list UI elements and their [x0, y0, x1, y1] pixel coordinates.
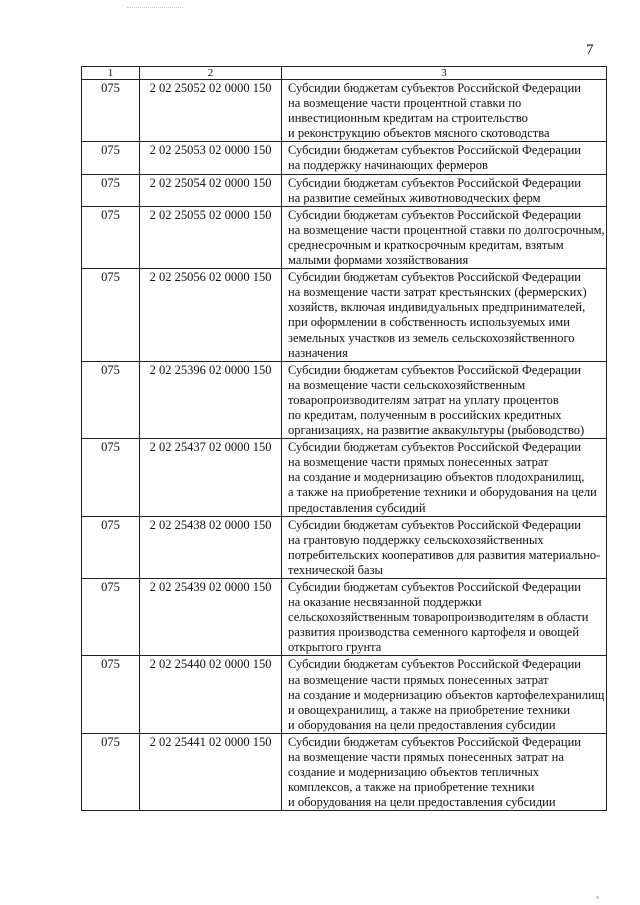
description-cell [282, 142, 607, 174]
description-line: потребительских кооперативов для развития материально- [288, 547, 601, 562]
budget-code-cell: 2 02 25053 02 0000 150 [140, 142, 282, 174]
description-line: сельскохозяйственным товаропроизводителям в области [288, 610, 589, 625]
table-body [82, 80, 607, 811]
description-line: хозяйств, включая индивидуальных предпринимателей, [288, 300, 586, 315]
description-line: земельных участков из земель сельскохозяйственного [288, 330, 575, 345]
description-line: а также на приобретение техники и оборудования на цели [288, 485, 597, 500]
description-line: Субсидии бюджетам субъектов Российской Федерации [288, 362, 581, 377]
admin-code-cell: 075 [82, 439, 140, 516]
table-row [82, 439, 607, 516]
description-line: Субсидии бюджетам субъектов Российской Федерации [288, 657, 581, 672]
description-cell [282, 579, 607, 656]
description-line: развития производства семенного картофеля и овощей [288, 625, 580, 640]
description-cell [282, 361, 607, 438]
description-line: открытого грунта [288, 640, 382, 655]
admin-code-cell: 075 [82, 516, 140, 578]
description-line: на возмещение части процентной ставки по [288, 96, 522, 111]
description-cell [282, 656, 607, 733]
table-row [82, 361, 607, 438]
description-cell [282, 439, 607, 516]
budget-code-cell: 2 02 25396 02 0000 150 [140, 361, 282, 438]
budget-code-cell: 2 02 25056 02 0000 150 [140, 269, 282, 362]
description-line: малыми формами хозяйствования [288, 253, 469, 268]
budget-code-cell: 2 02 25439 02 0000 150 [140, 579, 282, 656]
column-header-1: 1 [82, 67, 140, 80]
description-cell [282, 174, 607, 206]
budget-code-cell: 2 02 25438 02 0000 150 [140, 516, 282, 578]
description-line: назначения [288, 345, 348, 360]
table-row [82, 80, 607, 142]
description-line: Субсидии бюджетам субъектов Российской Федерации [288, 175, 581, 190]
description-line: Субсидии бюджетам субъектов Российской Федерации [288, 81, 581, 95]
description-cell [282, 516, 607, 578]
budget-code-cell: 2 02 25441 02 0000 150 [140, 733, 282, 810]
budget-code-cell: 2 02 25440 02 0000 150 [140, 656, 282, 733]
admin-code-cell: 075 [82, 579, 140, 656]
description-line: на возмещение части прямых понесенных затрат [288, 455, 549, 470]
column-header-2: 2 [140, 67, 282, 80]
admin-code-cell: 075 [82, 656, 140, 733]
description-line: на поддержку начинающих фермеров [288, 158, 488, 173]
admin-code-cell: 075 [82, 142, 140, 174]
description-line: создание и модернизацию объектов тепличных [288, 765, 539, 780]
description-line: и овощехранилищ, а также на приобретение техники [288, 702, 571, 717]
description-line: на грантовую поддержку сельскохозяйственных [288, 532, 544, 547]
budget-code-cell: 2 02 25055 02 0000 150 [140, 206, 282, 268]
admin-code-cell: 075 [82, 80, 140, 142]
description-line: Субсидии бюджетам субъектов Российской Федерации [288, 440, 581, 455]
table-row [82, 269, 607, 362]
description-line: среднесрочным и краткосрочным кредитам, взятым [288, 237, 564, 252]
scan-artifact-dot [596, 896, 599, 899]
description-line: Субсидии бюджетам субъектов Российской Федерации [288, 734, 581, 749]
table-row [82, 174, 607, 206]
description-line: товаропроизводителям затрат на уплату процентов [288, 392, 559, 407]
description-line: комплексов, а также на приобретение техники [288, 780, 535, 795]
table-header-row [82, 67, 607, 80]
description-line: и оборудования на цели предоставления субсидии [288, 795, 556, 810]
budget-classification-table [81, 66, 607, 811]
column-header-3: 3 [282, 67, 607, 80]
table-row [82, 656, 607, 733]
table-row [82, 516, 607, 578]
description-line: по кредитам, полученным в российских кредитных [288, 407, 562, 422]
description-line: и реконструкцию объектов мясного скотоводства [288, 126, 550, 141]
description-line: Субсидии бюджетам субъектов Российской Федерации [288, 207, 581, 222]
description-line: Субсидии бюджетам субъектов Российской Федерации [288, 270, 581, 285]
description-cell [282, 269, 607, 362]
description-line: и оборудования на цели предоставления субсидии [288, 717, 556, 732]
description-line: при оформлении в собственность используемых ими [288, 315, 570, 330]
description-line: технической базы [288, 562, 383, 577]
description-line: на оказание несвязанной поддержки [288, 595, 482, 610]
admin-code-cell: 075 [82, 206, 140, 268]
admin-code-cell: 075 [82, 269, 140, 362]
description-line: на возмещение части сельскохозяйственным [288, 377, 526, 392]
description-line: на развитие семейных животноводческих ферм [288, 190, 541, 205]
description-line: на создание и модернизацию объектов плодохранилищ, [288, 470, 585, 485]
budget-code-cell: 2 02 25054 02 0000 150 [140, 174, 282, 206]
scan-artifact [127, 7, 183, 11]
description-line: на возмещение части прямых понесенных затрат на [288, 750, 564, 765]
admin-code-cell: 075 [82, 361, 140, 438]
description-line: организациях, на развитие аквакультуры (рыбоводство) [288, 423, 585, 438]
description-line: Субсидии бюджетам субъектов Российской Федерации [288, 580, 581, 594]
description-line: предоставления субсидий [288, 500, 426, 515]
admin-code-cell: 075 [82, 174, 140, 206]
description-line: на создание и модернизацию объектов картофелехранилищ [288, 687, 605, 702]
description-line: на возмещение части прямых понесенных затрат [288, 672, 549, 687]
description-cell [282, 733, 607, 810]
description-line: на возмещение части затрат крестьянских (фермерских) [288, 285, 587, 300]
description-cell [282, 206, 607, 268]
page-number: 7 [586, 42, 594, 58]
description-line: инвестиционным кредитам на строительство [288, 111, 528, 126]
description-line: Субсидии бюджетам субъектов Российской Федерации [288, 143, 581, 158]
budget-code-cell: 2 02 25437 02 0000 150 [140, 439, 282, 516]
description-line: Субсидии бюджетам субъектов Российской Федерации [288, 517, 581, 532]
table-row [82, 579, 607, 656]
budget-code-cell: 2 02 25052 02 0000 150 [140, 80, 282, 142]
table-row [82, 142, 607, 174]
table-row [82, 733, 607, 810]
description-line: на возмещение части процентной ставки по долгосрочным, [288, 222, 605, 237]
description-cell [282, 80, 607, 142]
admin-code-cell: 075 [82, 733, 140, 810]
table-row [82, 206, 607, 268]
